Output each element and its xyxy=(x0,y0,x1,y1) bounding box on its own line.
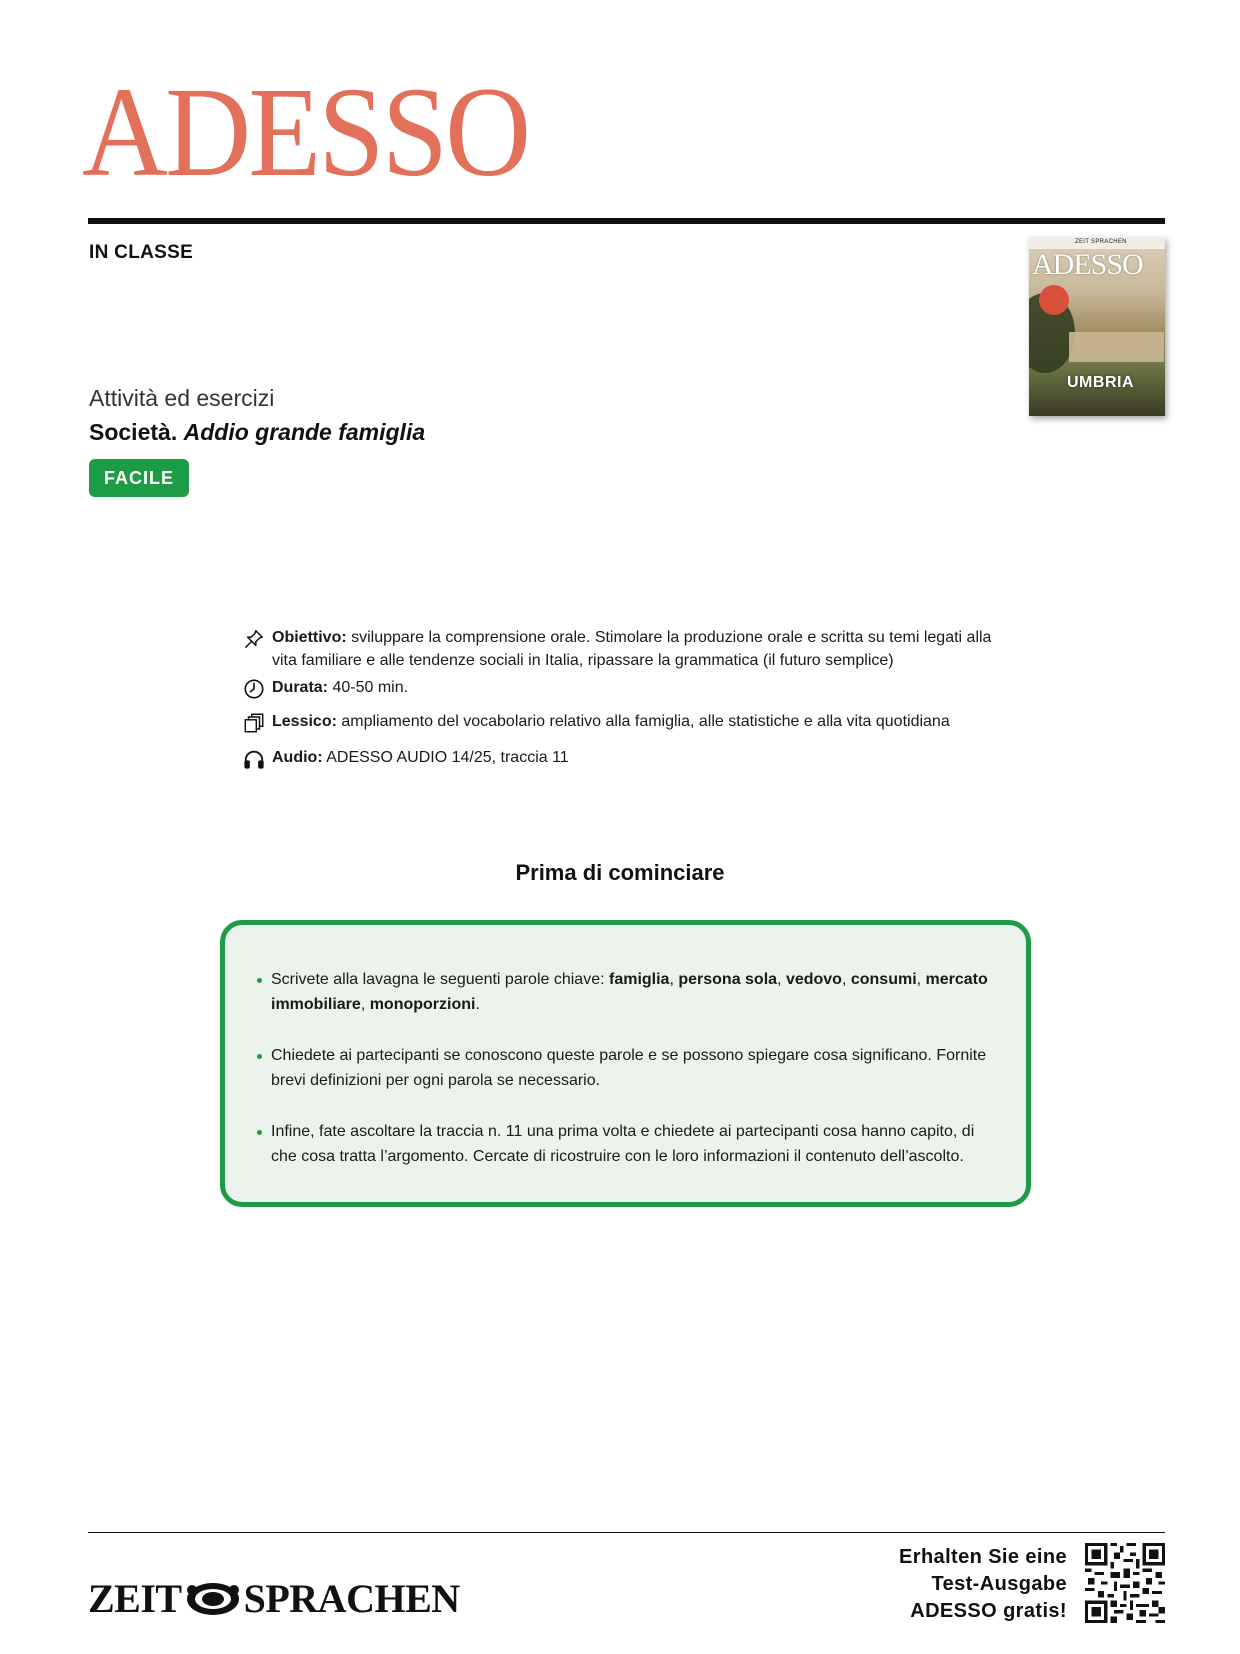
separator: , xyxy=(841,971,851,988)
magazine-cover[interactable] xyxy=(1029,237,1165,416)
info-label: Obiettivo: xyxy=(272,629,347,646)
section-label: IN CLASSE xyxy=(89,242,194,263)
promo-text[interactable] xyxy=(899,1544,1067,1625)
keyword: monoporzioni xyxy=(369,996,476,1013)
cover-strip-text: ZEIT SPRACHEN xyxy=(1075,239,1127,245)
list-item: Chiedete ai partecipanti se conoscono queste parole e se possono spiegare cosa significano. Fornite brevi definizioni per ogni parola se necessario. xyxy=(257,1043,994,1093)
keyword: mercato immobiliare xyxy=(271,971,988,1013)
info-label: Lessico: xyxy=(272,713,337,730)
clock-icon xyxy=(243,678,265,700)
adesso-logo: ADESSO xyxy=(82,61,529,203)
cover-badge xyxy=(1039,285,1069,315)
lesson-info xyxy=(243,626,1003,769)
cover-logo: ADESSO xyxy=(1032,248,1143,281)
info-label: Audio: xyxy=(272,749,323,766)
prima-heading: Prima di cominciare xyxy=(515,860,725,885)
publisher-name-right: SPRACHEN xyxy=(243,1576,460,1621)
headline-title: Addio grande famiglia xyxy=(183,419,426,445)
cover-town-image xyxy=(1069,332,1164,362)
keyword: famiglia xyxy=(608,971,670,988)
separator: , xyxy=(669,971,679,988)
keyword: vedovo xyxy=(785,971,842,988)
info-text: sviluppare la comprensione orale. Stimolare la produzione orale e scritta su temi legati alla vita familiare e alle tendenze sociali in Italia, ripassare la grammatica (il futuro semplice) xyxy=(272,629,992,669)
promo-line: Erhalten Sie eine xyxy=(899,1546,1067,1568)
list-item: Infine, fate ascoltare la traccia n. 11 una prima volta e chiedete ai partecipanti cosa hanno capito, di che cosa tratta l’argomento. Cercate di ricostruire con le loro informazioni il contenuto dell’ascolto. xyxy=(257,1119,994,1169)
separator: , xyxy=(777,971,786,988)
promo-line: ADESSO gratis! xyxy=(910,1600,1067,1622)
keyword: consumi xyxy=(850,971,917,988)
headphones-icon xyxy=(243,748,265,770)
headline-prefix: Società. xyxy=(89,419,178,445)
separator: , xyxy=(916,971,926,988)
info-audio xyxy=(243,746,1003,769)
crest-icon xyxy=(184,1580,242,1618)
info-text: ADESSO AUDIO 14/25, traccia 11 xyxy=(326,749,569,766)
info-duration xyxy=(243,676,1003,699)
publisher-name-left: ZEIT xyxy=(88,1576,182,1621)
info-lexicon xyxy=(243,710,1003,733)
info-label: Durata: xyxy=(272,679,329,696)
footer-divider xyxy=(88,1532,1165,1533)
keyword: persona sola xyxy=(678,971,778,988)
info-text: 40-50 min. xyxy=(332,679,409,696)
header-divider xyxy=(88,218,1165,224)
list-item xyxy=(257,967,994,1017)
level-badge: FACILE xyxy=(89,459,189,497)
pin-icon xyxy=(243,628,265,650)
item-text: Scrivete alla lavagna le seguenti parole chiave: xyxy=(271,971,609,988)
cards-icon xyxy=(243,712,265,734)
promo-line: Test-Ausgabe xyxy=(931,1573,1067,1595)
lesson-kicker: Attività ed esercizi xyxy=(89,385,275,411)
qr-code-icon[interactable] xyxy=(1085,1543,1165,1623)
cover-title: UMBRIA xyxy=(1067,374,1134,391)
separator: , xyxy=(360,996,370,1013)
info-text: ampliamento del vocabolario relativo alla famiglia, alle statistiche e alla vita quotidiana xyxy=(341,713,950,730)
lesson-headline xyxy=(89,419,425,446)
separator: . xyxy=(475,996,480,1013)
prima-box xyxy=(220,920,1031,1207)
info-objective xyxy=(243,626,1003,672)
zeit-sprachen-logo[interactable] xyxy=(88,1575,460,1622)
